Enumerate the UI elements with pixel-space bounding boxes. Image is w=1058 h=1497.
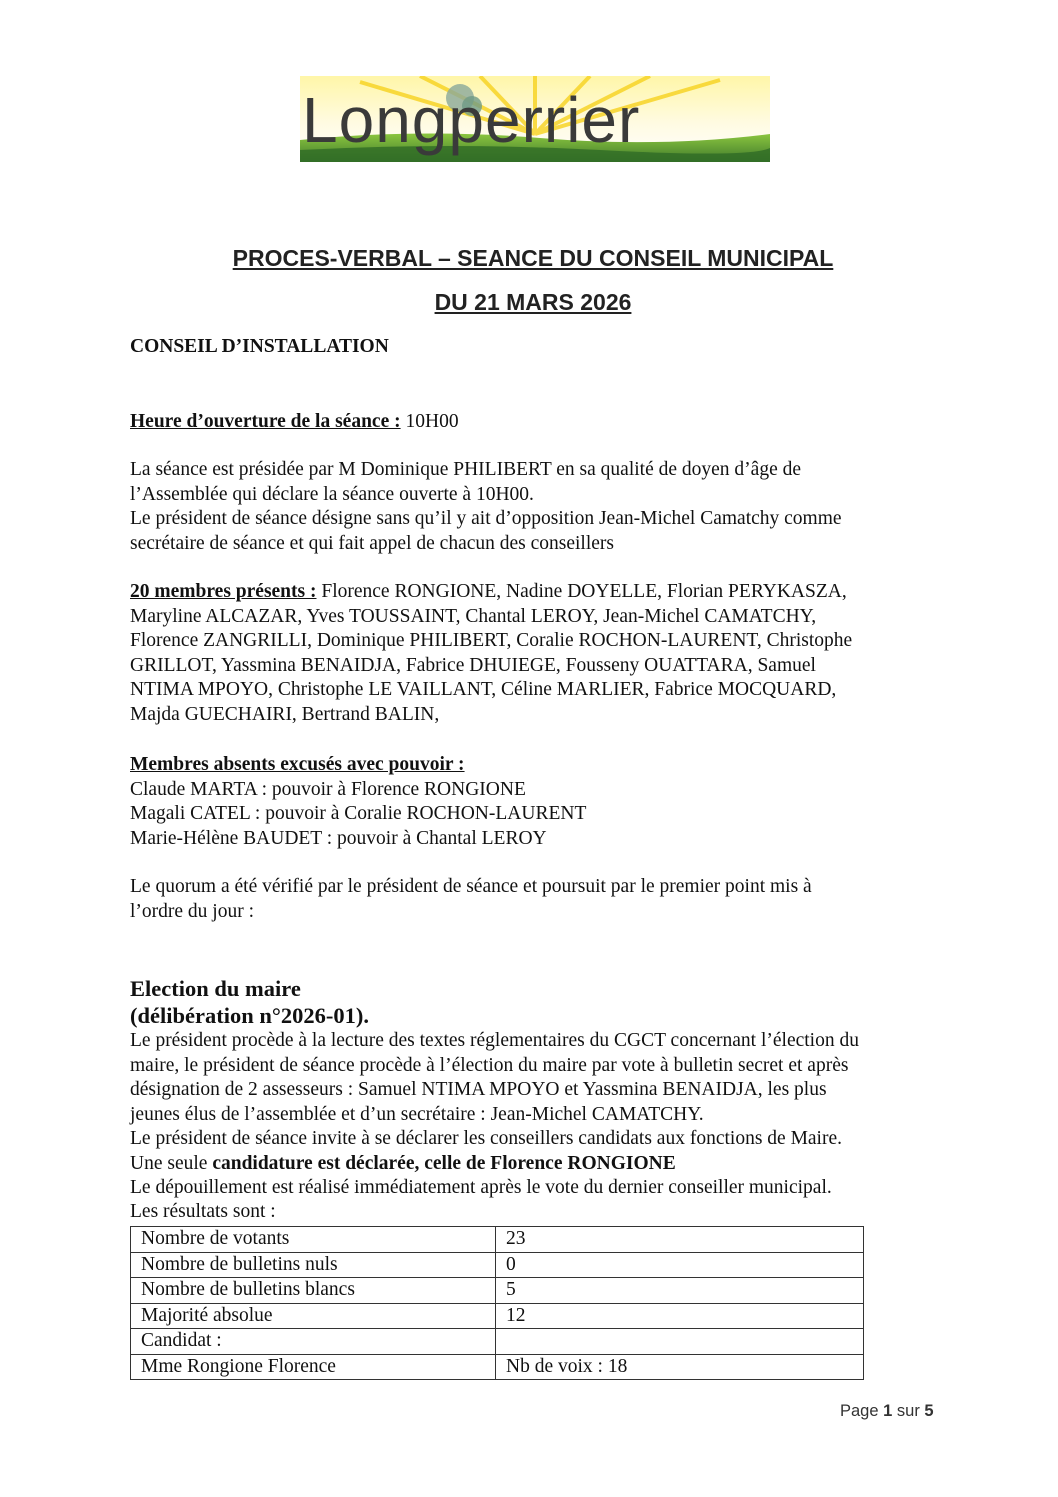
quorum-line: Le quorum a été vérifié par le président de séance et poursuit par le premier point mis à [130,876,812,897]
section-heading [130,335,950,360]
result-value: 5 [496,1278,864,1304]
logo-text: Longperrier [302,84,641,156]
present-line: NTIMA MPOYO, Christophe LE VAILLANT, Céline MARLIER, Fabrice MOCQUARD, [130,679,837,700]
present-line: Majda GUECHAIRI, Bertrand BALIN, [130,703,440,725]
result-value: 0 [496,1252,864,1278]
election-heading: Election du maire [130,976,301,1001]
election-line: Les résultats sont : [130,1200,276,1222]
result-label: Candidat : [131,1329,496,1355]
table-row [131,1303,864,1329]
quorum-paragraph [130,875,950,924]
election-line: jeunes élus de l’assemblée et d’un secrétaire : Jean-Michel CAMATCHY. [130,1103,704,1125]
quorum-line: l’ordre du jour : [130,900,255,922]
table-row [131,1278,864,1304]
result-label: Majorité absolue [131,1303,496,1329]
page-middle: sur [892,1402,925,1420]
page-number [840,1402,934,1421]
table-row [131,1227,864,1253]
result-value: 12 [496,1303,864,1329]
candidacy-declared: candidature est déclarée, celle de Florence RONGIONE [212,1152,676,1174]
page-current: 1 [883,1402,893,1420]
absent-line: Claude MARTA : pouvoir à Florence RONGIONE [130,778,526,800]
result-value [496,1329,864,1355]
intro-line: Le président de séance désigne sans qu’il y ait d’opposition Jean-Michel Camatchy comme [130,508,842,529]
election-section [130,975,950,1223]
page-prefix: Page [840,1402,884,1420]
election-line: Le dépouillement est réalisé immédiatement après le vote du dernier conseiller municipal. [130,1177,832,1198]
intro-line: l’Assemblée qui déclare la séance ouverte à 10H00. [130,483,534,505]
intro-line: secrétaire de séance et qui fait appel de chacun des conseillers [130,532,615,554]
election-line: Le président de séance invite à se déclarer les conseillers candidats aux fonctions de Maire. [130,1128,842,1149]
municipality-logo [300,76,770,162]
table-row [131,1252,864,1278]
absent-line: Magali CATEL : pouvoir à Coralie ROCHON-LAURENT [130,803,587,824]
opening-label: Heure d’ouverture de la séance : [130,411,401,432]
intro-line: La séance est présidée par M Dominique PHILIBERT en sa qualité de doyen d’âge de [130,459,801,480]
present-label: 20 membres présents : [130,581,317,602]
present-line: Florence ZANGRILLI, Dominique PHILIBERT, Coralie ROCHON-LAURENT, Christophe [130,630,853,651]
result-value: Nb de voix : 18 [496,1354,864,1380]
deliberation-number: (délibération n°2026-01). [130,1003,369,1028]
result-label: Nombre de bulletins blancs [131,1278,496,1304]
result-label: Nombre de bulletins nuls [131,1252,496,1278]
election-line: maire, le président de séance procède à l’élection du maire par vote à bulletin secret et après [130,1054,849,1076]
absent-members [130,753,950,851]
opening-value: 10H00 [400,411,459,432]
intro-paragraph [130,458,950,556]
present-line: Maryline ALCAZAR, Yves TOUSSAINT, Chantal LEROY, Jean-Michel CAMATCHY, [130,605,817,627]
election-results-table [130,1226,864,1380]
election-line: Le président procède à la lecture des textes réglementaires du CGCT concernant l’élection du [130,1030,859,1051]
section-heading-text: CONSEIL D’INSTALLATION [130,336,389,357]
absent-line: Marie-Hélène BAUDET : pouvoir à Chantal LEROY [130,827,547,849]
document-title-line1: PROCES-VERBAL – SEANCE DU CONSEIL MUNICIPAL [232,245,834,271]
result-label: Mme Rongione Florence [131,1354,496,1380]
table-row [131,1329,864,1355]
absent-label: Membres absents excusés avec pouvoir : [130,754,465,775]
result-label: Nombre de votants [131,1227,496,1253]
result-value: 23 [496,1227,864,1253]
document-title-line2: DU 21 MARS 2026 [434,289,632,315]
opening-time [130,410,950,435]
election-line: Une seule [130,1152,213,1174]
election-line: désignation de 2 assesseurs : Samuel NTIMA MPOYO et Yassmina BENAIDJA, les plus [130,1079,827,1100]
present-line: Florence RONGIONE, Nadine DOYELLE, Florian PERYKASZA, [316,581,847,602]
table-row [131,1354,864,1380]
present-members [130,580,950,727]
page-total: 5 [924,1402,934,1420]
present-line: GRILLOT, Yassmina BENAIDJA, Fabrice DHUIEGE, Fousseny OUATTARA, Samuel [130,654,816,676]
